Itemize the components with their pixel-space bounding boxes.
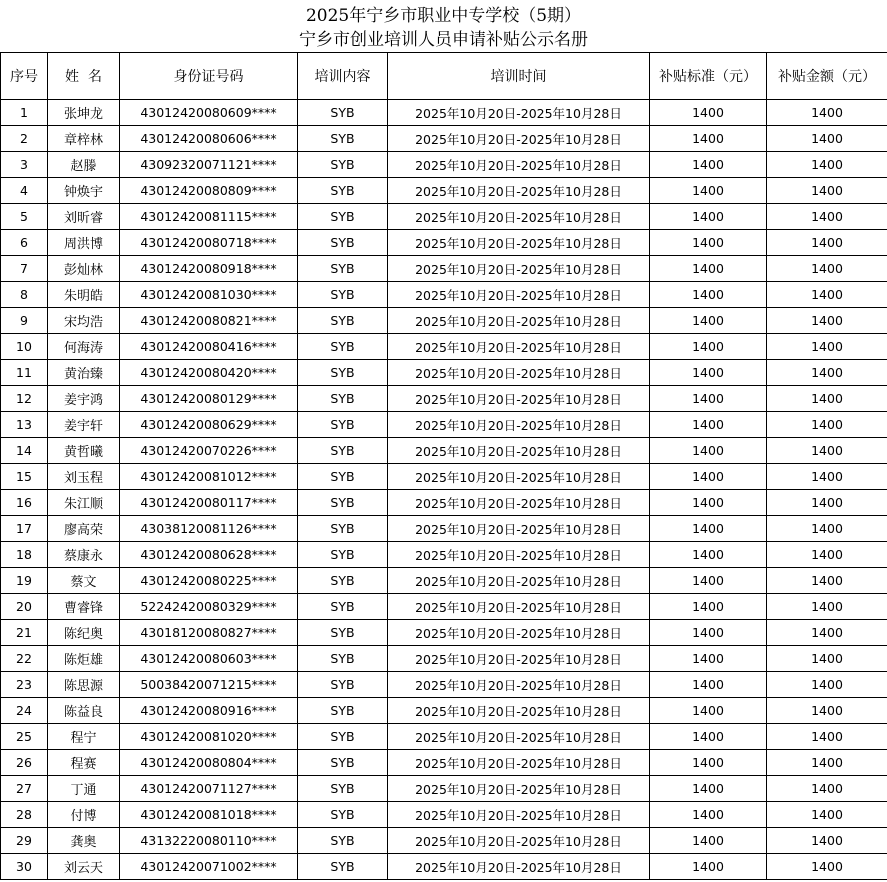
- cell-subsidy-amount: 1400: [767, 282, 887, 308]
- cell-seq: 1: [1, 100, 48, 126]
- cell-subsidy-amount: 1400: [767, 672, 887, 698]
- table-row: [1, 724, 887, 750]
- cell-subsidy-standard: 1400: [650, 152, 767, 178]
- cell-training-period: 2025年10月20日-2025年10月28日: [388, 412, 650, 438]
- table-row: [1, 672, 887, 698]
- cell-training-content: SYB: [298, 360, 388, 386]
- cell-training-content: SYB: [298, 646, 388, 672]
- cell-id-number: 43012420080916****: [120, 698, 298, 724]
- cell-id-number: 43012420081012****: [120, 464, 298, 490]
- cell-subsidy-amount: 1400: [767, 412, 887, 438]
- table-row: [1, 178, 887, 204]
- cell-id-number: 43012420070226****: [120, 438, 298, 464]
- cell-subsidy-amount: 1400: [767, 100, 887, 126]
- cell-seq: 6: [1, 230, 48, 256]
- cell-training-period: 2025年10月20日-2025年10月28日: [388, 464, 650, 490]
- cell-training-content: SYB: [298, 542, 388, 568]
- cell-name: 刘昕睿: [48, 204, 120, 230]
- cell-name: 姜宇轩: [48, 412, 120, 438]
- cell-id-number: 50038420071215****: [120, 672, 298, 698]
- cell-subsidy-standard: 1400: [650, 100, 767, 126]
- cell-name: 宋均浩: [48, 308, 120, 334]
- header-subsidy-standard: 补贴标准（元）: [650, 53, 767, 100]
- cell-seq: 13: [1, 412, 48, 438]
- cell-training-period: 2025年10月20日-2025年10月28日: [388, 178, 650, 204]
- cell-subsidy-standard: 1400: [650, 750, 767, 776]
- cell-subsidy-amount: 1400: [767, 308, 887, 334]
- cell-subsidy-standard: 1400: [650, 698, 767, 724]
- cell-training-content: SYB: [298, 490, 388, 516]
- cell-subsidy-amount: 1400: [767, 360, 887, 386]
- cell-subsidy-standard: 1400: [650, 646, 767, 672]
- cell-seq: 4: [1, 178, 48, 204]
- cell-seq: 25: [1, 724, 48, 750]
- cell-id-number: 43012420080606****: [120, 126, 298, 152]
- cell-subsidy-standard: 1400: [650, 464, 767, 490]
- document-header: [0, 0, 887, 52]
- cell-subsidy-standard: 1400: [650, 282, 767, 308]
- table-row: [1, 256, 887, 282]
- table-row: [1, 854, 887, 880]
- cell-training-period: 2025年10月20日-2025年10月28日: [388, 568, 650, 594]
- cell-name: 程赛: [48, 750, 120, 776]
- cell-id-number: 43012420071127****: [120, 776, 298, 802]
- cell-seq: 26: [1, 750, 48, 776]
- cell-training-period: 2025年10月20日-2025年10月28日: [388, 204, 650, 230]
- table-row: [1, 620, 887, 646]
- cell-id-number: 43012420080603****: [120, 646, 298, 672]
- cell-subsidy-standard: 1400: [650, 230, 767, 256]
- cell-subsidy-amount: 1400: [767, 568, 887, 594]
- cell-training-content: SYB: [298, 230, 388, 256]
- cell-training-period: 2025年10月20日-2025年10月28日: [388, 308, 650, 334]
- cell-training-content: SYB: [298, 438, 388, 464]
- cell-training-content: SYB: [298, 152, 388, 178]
- cell-training-period: 2025年10月20日-2025年10月28日: [388, 828, 650, 854]
- cell-training-period: 2025年10月20日-2025年10月28日: [388, 776, 650, 802]
- table-row: [1, 698, 887, 724]
- cell-subsidy-standard: 1400: [650, 828, 767, 854]
- cell-id-number: 43018120080827****: [120, 620, 298, 646]
- cell-id-number: 43132220080110****: [120, 828, 298, 854]
- table-row: [1, 360, 887, 386]
- cell-subsidy-standard: 1400: [650, 178, 767, 204]
- cell-subsidy-standard: 1400: [650, 412, 767, 438]
- cell-subsidy-amount: 1400: [767, 646, 887, 672]
- cell-training-content: SYB: [298, 828, 388, 854]
- cell-seq: 2: [1, 126, 48, 152]
- cell-training-content: SYB: [298, 568, 388, 594]
- cell-training-period: 2025年10月20日-2025年10月28日: [388, 256, 650, 282]
- cell-id-number: 43012420080628****: [120, 542, 298, 568]
- cell-training-period: 2025年10月20日-2025年10月28日: [388, 724, 650, 750]
- cell-id-number: 43012420081020****: [120, 724, 298, 750]
- cell-subsidy-amount: 1400: [767, 542, 887, 568]
- cell-seq: 14: [1, 438, 48, 464]
- table-row: [1, 152, 887, 178]
- cell-subsidy-standard: 1400: [650, 672, 767, 698]
- table-row: [1, 100, 887, 126]
- cell-subsidy-amount: 1400: [767, 698, 887, 724]
- cell-subsidy-standard: 1400: [650, 126, 767, 152]
- cell-subsidy-standard: 1400: [650, 568, 767, 594]
- cell-name: 陈纪奥: [48, 620, 120, 646]
- cell-subsidy-standard: 1400: [650, 308, 767, 334]
- cell-seq: 15: [1, 464, 48, 490]
- table-row: [1, 126, 887, 152]
- cell-training-period: 2025年10月20日-2025年10月28日: [388, 854, 650, 880]
- cell-subsidy-standard: 1400: [650, 724, 767, 750]
- cell-subsidy-amount: 1400: [767, 750, 887, 776]
- cell-id-number: 43012420080918****: [120, 256, 298, 282]
- cell-subsidy-standard: 1400: [650, 620, 767, 646]
- cell-subsidy-amount: 1400: [767, 802, 887, 828]
- table-row: [1, 750, 887, 776]
- cell-name: 蔡康永: [48, 542, 120, 568]
- cell-training-period: 2025年10月20日-2025年10月28日: [388, 594, 650, 620]
- cell-training-content: SYB: [298, 308, 388, 334]
- cell-seq: 28: [1, 802, 48, 828]
- cell-subsidy-amount: 1400: [767, 178, 887, 204]
- cell-training-content: SYB: [298, 516, 388, 542]
- cell-seq: 21: [1, 620, 48, 646]
- table-header: [1, 53, 887, 100]
- cell-training-content: SYB: [298, 672, 388, 698]
- cell-subsidy-standard: 1400: [650, 360, 767, 386]
- cell-training-content: SYB: [298, 464, 388, 490]
- cell-name: 黄治臻: [48, 360, 120, 386]
- cell-id-number: 43012420080420****: [120, 360, 298, 386]
- cell-id-number: 43012420080804****: [120, 750, 298, 776]
- cell-subsidy-amount: 1400: [767, 126, 887, 152]
- table-row: [1, 516, 887, 542]
- cell-name: 黄哲曦: [48, 438, 120, 464]
- cell-name: 周洪博: [48, 230, 120, 256]
- table-row: [1, 334, 887, 360]
- cell-training-content: SYB: [298, 594, 388, 620]
- cell-seq: 27: [1, 776, 48, 802]
- cell-training-content: SYB: [298, 204, 388, 230]
- cell-name: 廖高荣: [48, 516, 120, 542]
- cell-name: 陈思源: [48, 672, 120, 698]
- cell-seq: 16: [1, 490, 48, 516]
- cell-id-number: 43012420080609****: [120, 100, 298, 126]
- cell-training-period: 2025年10月20日-2025年10月28日: [388, 672, 650, 698]
- cell-training-content: SYB: [298, 750, 388, 776]
- table-row: [1, 308, 887, 334]
- cell-seq: 8: [1, 282, 48, 308]
- cell-training-content: SYB: [298, 256, 388, 282]
- cell-name: 朱江顺: [48, 490, 120, 516]
- cell-training-content: SYB: [298, 126, 388, 152]
- table-row: [1, 230, 887, 256]
- cell-training-period: 2025年10月20日-2025年10月28日: [388, 646, 650, 672]
- cell-seq: 18: [1, 542, 48, 568]
- document-title: 2025年宁乡市职业中专学校（5期）: [305, 6, 582, 26]
- cell-name: 付博: [48, 802, 120, 828]
- cell-subsidy-amount: 1400: [767, 490, 887, 516]
- cell-seq: 20: [1, 594, 48, 620]
- cell-subsidy-standard: 1400: [650, 854, 767, 880]
- cell-training-period: 2025年10月20日-2025年10月28日: [388, 126, 650, 152]
- cell-subsidy-amount: 1400: [767, 464, 887, 490]
- cell-subsidy-standard: 1400: [650, 490, 767, 516]
- cell-name: 姜宇鸿: [48, 386, 120, 412]
- cell-subsidy-amount: 1400: [767, 594, 887, 620]
- cell-subsidy-amount: 1400: [767, 230, 887, 256]
- header-name: 姓 名: [48, 53, 120, 100]
- cell-subsidy-amount: 1400: [767, 386, 887, 412]
- cell-training-content: SYB: [298, 178, 388, 204]
- cell-subsidy-amount: 1400: [767, 776, 887, 802]
- header-training-content: 培训内容: [298, 53, 388, 100]
- cell-seq: 12: [1, 386, 48, 412]
- cell-subsidy-standard: 1400: [650, 386, 767, 412]
- document-subtitle: 宁乡市创业培训人员申请补贴公示名册: [299, 30, 588, 50]
- cell-seq: 9: [1, 308, 48, 334]
- table-row: [1, 802, 887, 828]
- cell-training-period: 2025年10月20日-2025年10月28日: [388, 334, 650, 360]
- header-id-number: 身份证号码: [120, 53, 298, 100]
- cell-subsidy-amount: 1400: [767, 516, 887, 542]
- header-seq: 序号: [1, 53, 48, 100]
- cell-training-content: SYB: [298, 100, 388, 126]
- cell-seq: 30: [1, 854, 48, 880]
- cell-subsidy-amount: 1400: [767, 438, 887, 464]
- cell-training-period: 2025年10月20日-2025年10月28日: [388, 152, 650, 178]
- cell-subsidy-amount: 1400: [767, 620, 887, 646]
- cell-name: 何海涛: [48, 334, 120, 360]
- cell-name: 陈炬雄: [48, 646, 120, 672]
- cell-name: 刘玉程: [48, 464, 120, 490]
- cell-seq: 23: [1, 672, 48, 698]
- cell-seq: 5: [1, 204, 48, 230]
- cell-name: 程宁: [48, 724, 120, 750]
- cell-training-period: 2025年10月20日-2025年10月28日: [388, 386, 650, 412]
- cell-seq: 17: [1, 516, 48, 542]
- cell-training-period: 2025年10月20日-2025年10月28日: [388, 802, 650, 828]
- cell-training-period: 2025年10月20日-2025年10月28日: [388, 490, 650, 516]
- cell-seq: 22: [1, 646, 48, 672]
- cell-name: 龚奥: [48, 828, 120, 854]
- table-row: [1, 828, 887, 854]
- cell-seq: 10: [1, 334, 48, 360]
- subsidy-roster-table: [0, 52, 887, 880]
- cell-id-number: 43012420080629****: [120, 412, 298, 438]
- header-subsidy-amount: 补贴金额（元）: [767, 53, 887, 100]
- cell-id-number: 43012420080117****: [120, 490, 298, 516]
- cell-id-number: 43012420080129****: [120, 386, 298, 412]
- cell-training-content: SYB: [298, 620, 388, 646]
- table-row: [1, 386, 887, 412]
- cell-id-number: 43012420080821****: [120, 308, 298, 334]
- cell-name: 曹睿锋: [48, 594, 120, 620]
- cell-training-content: SYB: [298, 282, 388, 308]
- cell-seq: 19: [1, 568, 48, 594]
- cell-name: 张坤龙: [48, 100, 120, 126]
- cell-subsidy-standard: 1400: [650, 334, 767, 360]
- cell-training-content: SYB: [298, 334, 388, 360]
- table-row: [1, 542, 887, 568]
- cell-id-number: 43012420081018****: [120, 802, 298, 828]
- table-row: [1, 776, 887, 802]
- cell-training-period: 2025年10月20日-2025年10月28日: [388, 750, 650, 776]
- cell-subsidy-amount: 1400: [767, 854, 887, 880]
- table-row: [1, 204, 887, 230]
- cell-training-content: SYB: [298, 724, 388, 750]
- cell-name: 章梓林: [48, 126, 120, 152]
- header-training-period: 培训时间: [388, 53, 650, 100]
- cell-seq: 7: [1, 256, 48, 282]
- cell-name: 蔡文: [48, 568, 120, 594]
- table-row: [1, 464, 887, 490]
- cell-id-number: 43012420071002****: [120, 854, 298, 880]
- cell-name: 刘云天: [48, 854, 120, 880]
- cell-subsidy-standard: 1400: [650, 438, 767, 464]
- cell-subsidy-amount: 1400: [767, 204, 887, 230]
- cell-training-period: 2025年10月20日-2025年10月28日: [388, 360, 650, 386]
- cell-training-period: 2025年10月20日-2025年10月28日: [388, 100, 650, 126]
- cell-id-number: 43012420080718****: [120, 230, 298, 256]
- cell-training-content: SYB: [298, 412, 388, 438]
- cell-subsidy-standard: 1400: [650, 256, 767, 282]
- cell-name: 朱明皓: [48, 282, 120, 308]
- cell-training-period: 2025年10月20日-2025年10月28日: [388, 516, 650, 542]
- table-row: [1, 412, 887, 438]
- cell-subsidy-amount: 1400: [767, 724, 887, 750]
- cell-name: 赵滕: [48, 152, 120, 178]
- cell-subsidy-standard: 1400: [650, 594, 767, 620]
- cell-subsidy-amount: 1400: [767, 828, 887, 854]
- table-header-row: [1, 53, 887, 100]
- cell-training-period: 2025年10月20日-2025年10月28日: [388, 620, 650, 646]
- cell-subsidy-standard: 1400: [650, 204, 767, 230]
- cell-training-period: 2025年10月20日-2025年10月28日: [388, 282, 650, 308]
- cell-training-period: 2025年10月20日-2025年10月28日: [388, 230, 650, 256]
- cell-seq: 11: [1, 360, 48, 386]
- cell-seq: 24: [1, 698, 48, 724]
- cell-training-content: SYB: [298, 386, 388, 412]
- table-row: [1, 282, 887, 308]
- cell-subsidy-amount: 1400: [767, 152, 887, 178]
- cell-id-number: 43012420081030****: [120, 282, 298, 308]
- cell-training-content: SYB: [298, 802, 388, 828]
- cell-id-number: 43012420080809****: [120, 178, 298, 204]
- cell-id-number: 43012420080225****: [120, 568, 298, 594]
- table-row: [1, 594, 887, 620]
- cell-training-period: 2025年10月20日-2025年10月28日: [388, 542, 650, 568]
- cell-name: 陈益良: [48, 698, 120, 724]
- cell-subsidy-standard: 1400: [650, 776, 767, 802]
- cell-training-content: SYB: [298, 854, 388, 880]
- cell-name: 彭灿林: [48, 256, 120, 282]
- table-row: [1, 438, 887, 464]
- table-body: [1, 100, 887, 880]
- cell-training-period: 2025年10月20日-2025年10月28日: [388, 698, 650, 724]
- cell-training-content: SYB: [298, 776, 388, 802]
- cell-subsidy-amount: 1400: [767, 334, 887, 360]
- cell-subsidy-standard: 1400: [650, 802, 767, 828]
- table-row: [1, 646, 887, 672]
- cell-training-content: SYB: [298, 698, 388, 724]
- cell-seq: 3: [1, 152, 48, 178]
- cell-id-number: 52242420080329****: [120, 594, 298, 620]
- cell-name: 钟焕宇: [48, 178, 120, 204]
- table-row: [1, 490, 887, 516]
- cell-seq: 29: [1, 828, 48, 854]
- cell-subsidy-standard: 1400: [650, 542, 767, 568]
- cell-id-number: 43038120081126****: [120, 516, 298, 542]
- cell-id-number: 43012420081115****: [120, 204, 298, 230]
- cell-id-number: 43012420080416****: [120, 334, 298, 360]
- cell-subsidy-amount: 1400: [767, 256, 887, 282]
- cell-id-number: 43092320071121****: [120, 152, 298, 178]
- cell-training-period: 2025年10月20日-2025年10月28日: [388, 438, 650, 464]
- table-row: [1, 568, 887, 594]
- cell-subsidy-standard: 1400: [650, 516, 767, 542]
- cell-name: 丁通: [48, 776, 120, 802]
